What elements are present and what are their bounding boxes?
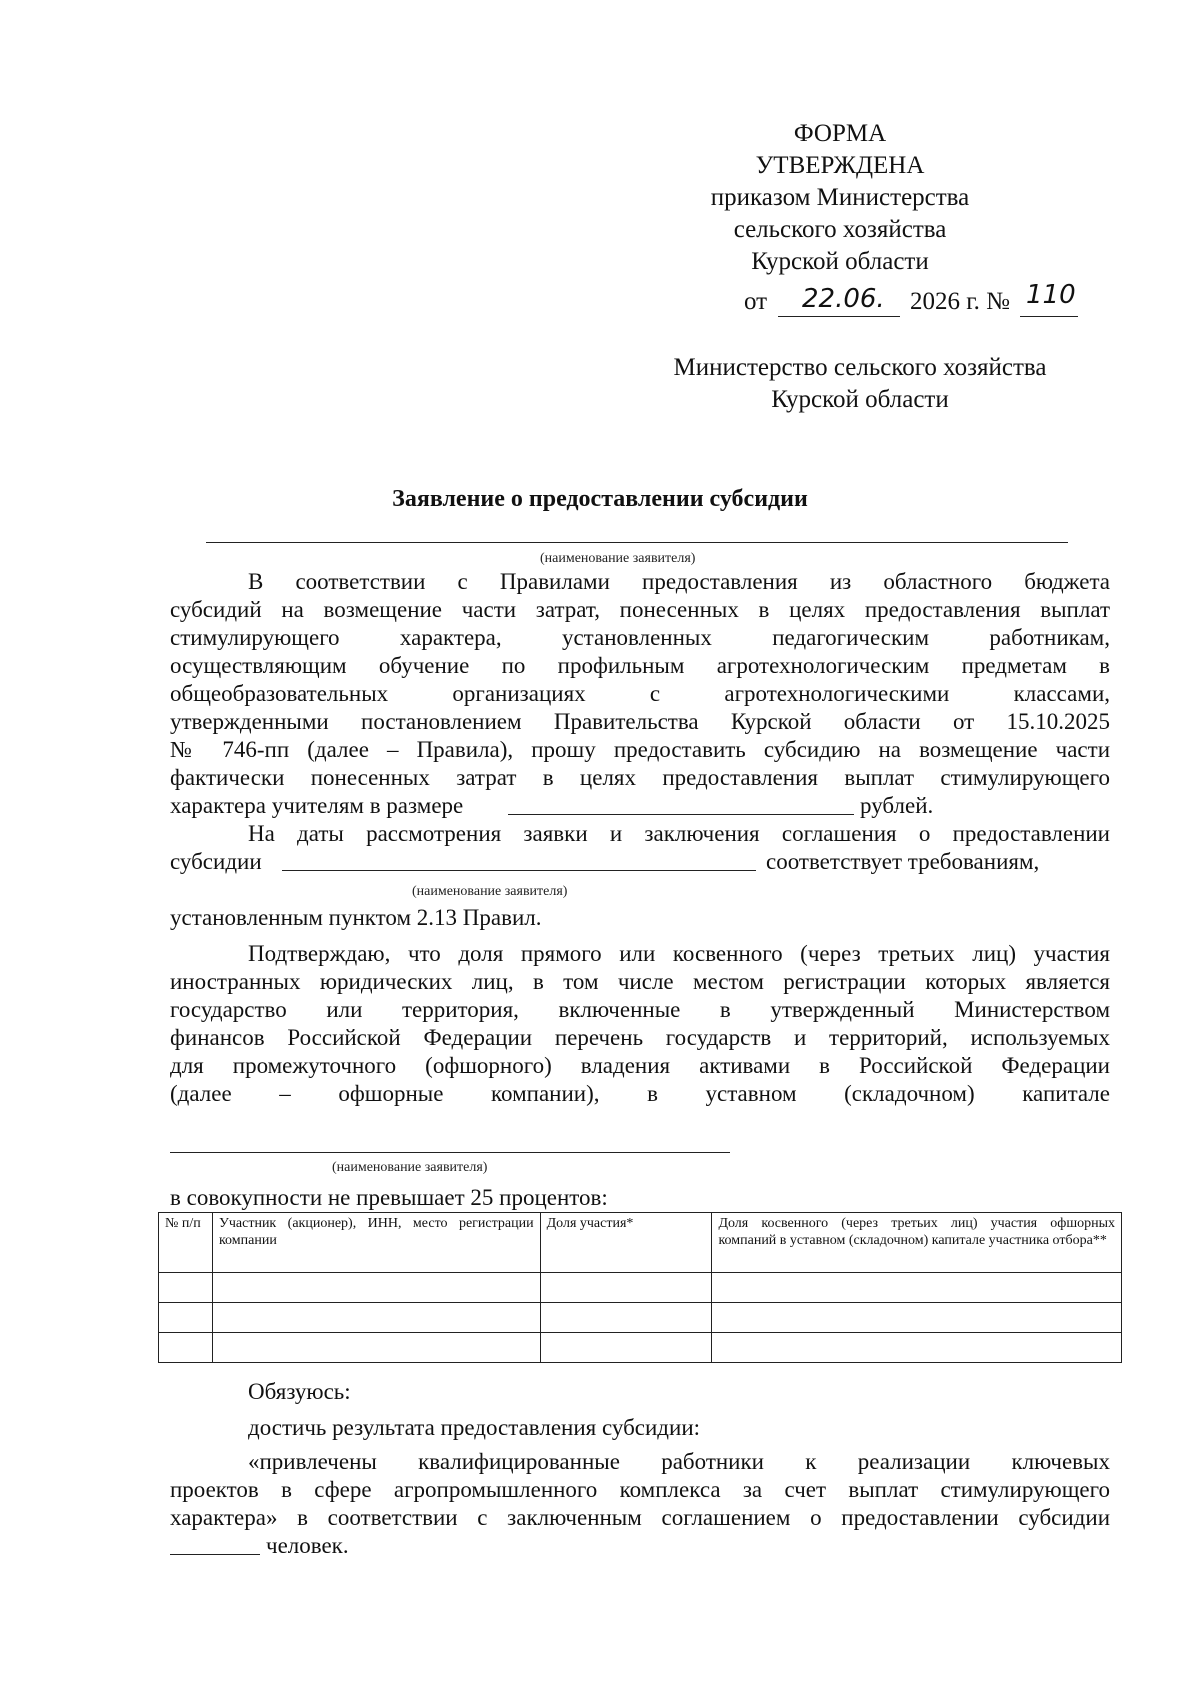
para3-end: в совокупности не превышает 25 процентов: <box>170 1185 608 1210</box>
para1-line: В соответствии с Правилами предоставления из областного бюджета <box>248 569 1110 594</box>
para1-last-suffix: рублей. <box>860 793 934 818</box>
document-title: Заявление о предоставлении субсидии <box>392 486 808 512</box>
table-header-row <box>159 1213 1122 1273</box>
quote-last-line <box>170 1532 1110 1560</box>
para1-line: № 746-пп (далее – Правила), прошу предоставить субсидию на возмещение части <box>170 737 1110 762</box>
para1-last-prefix: характера учителям в размере <box>170 793 464 818</box>
people-count-blank <box>170 1554 260 1555</box>
order-year: 2026 г. № <box>910 288 1011 315</box>
para1-line: утвержденными постановлением Правительства Курской области от 15.10.2025 <box>170 709 1110 734</box>
quote-line: проектов в сфере агропромышленного комплекса за счет выплат стимулирующего <box>170 1477 1110 1502</box>
para2-line-3: установленным пунктом 2.13 Правил. <box>170 905 542 930</box>
para3-line: государство или территория, включенные в утвержденный Министерством <box>170 997 1110 1022</box>
header-number: № п/п <box>159 1213 213 1273</box>
applicant-name-line <box>206 542 1068 543</box>
handwritten-number: 110 <box>1026 280 1076 310</box>
quote-line: характера» в соответствии с заключенным соглашением о предоставлении субсидии <box>170 1505 1110 1530</box>
approval-block <box>640 118 1040 278</box>
form-label: ФОРМА <box>793 120 887 147</box>
obligation-quote <box>170 1448 1110 1560</box>
table-row <box>159 1273 1122 1303</box>
people-suffix: человек. <box>266 1533 349 1558</box>
para2-line-2 <box>170 848 1110 876</box>
table-row <box>159 1333 1122 1363</box>
paragraph-3 <box>170 940 1110 1108</box>
addressee-line-1: Министерство сельского хозяйства <box>673 354 1047 381</box>
applicant-caption: (наименование заявителя) <box>540 551 696 566</box>
region-line: Курской области <box>751 248 929 275</box>
participants-table <box>158 1212 1122 1363</box>
order-date-line <box>744 280 1084 322</box>
date-prefix: от <box>744 288 768 315</box>
para1-last-line <box>170 792 1110 820</box>
ministry-line: сельского хозяйства <box>733 216 947 243</box>
paragraph-2 <box>170 820 1110 876</box>
para3-line: Подтверждаю, что доля прямого или косвенного (через третьих лиц) участия <box>248 941 1110 966</box>
para1-line: общеобразовательных организациях с агротехнологическими классами, <box>170 681 1110 706</box>
number-underline <box>1020 316 1078 317</box>
para1-line: субсидий на возмещение части затрат, понесенных в целях предоставления выплат <box>170 597 1110 622</box>
para3-line: иностранных юридических лиц, в том числе местом регистрации которых является <box>170 969 1110 994</box>
amount-blank <box>508 814 854 815</box>
approved-label: УТВЕРЖДЕНА <box>755 152 925 179</box>
obligation-heading: Обязуюсь: <box>248 1379 351 1404</box>
header-share: Доля участия* <box>540 1213 712 1273</box>
quote-line: «привлечены квалифицированные работники к реализации ключевых <box>248 1449 1110 1474</box>
header-participant: Участник (акционер), ИНН, место регистрации компании <box>212 1213 540 1273</box>
para1-line: осуществляющим обучение по профильным агротехнологическим предметам в <box>170 653 1110 678</box>
date-underline <box>778 316 900 317</box>
applicant-blank-3 <box>170 1152 730 1153</box>
applicant-caption-2: (наименование заявителя) <box>412 884 568 899</box>
para1-line: фактически понесенных затрат в целях предоставления выплат стимулирующего <box>170 765 1110 790</box>
table-row <box>159 1303 1122 1333</box>
addressee <box>650 352 1070 416</box>
order-label: приказом Министерства <box>710 184 970 211</box>
header-offshore-share: Доля косвенного (через третьих лиц) участия офшорных компаний в уставном (складочном) капитале участника отбора** <box>712 1213 1122 1273</box>
para3-line: (далее – офшорные компании), в уставном (складочном) капитале <box>170 1081 1110 1106</box>
para2-line-1: На даты рассмотрения заявки и заключения соглашения о предоставлении <box>248 821 1110 846</box>
obligation-line-1: достичь результата предоставления субсидии: <box>248 1415 701 1440</box>
para1-line: стимулирующего характера, установленных педагогическим работникам, <box>170 625 1110 650</box>
para2-prefix: субсидии <box>170 849 262 874</box>
para3-line: финансов Российской Федерации перечень государств и территорий, используемых <box>170 1025 1110 1050</box>
applicant-blank-2 <box>282 870 756 871</box>
applicant-caption-3: (наименование заявителя) <box>332 1160 488 1175</box>
para3-line: для промежуточного (офшорного) владения активами в Российской Федерации <box>170 1053 1110 1078</box>
paragraph-1 <box>170 568 1110 820</box>
para2-suffix: соответствует требованиям, <box>766 849 1040 874</box>
addressee-line-2: Курской области <box>771 386 949 413</box>
handwritten-date: 22.06. <box>802 284 885 314</box>
